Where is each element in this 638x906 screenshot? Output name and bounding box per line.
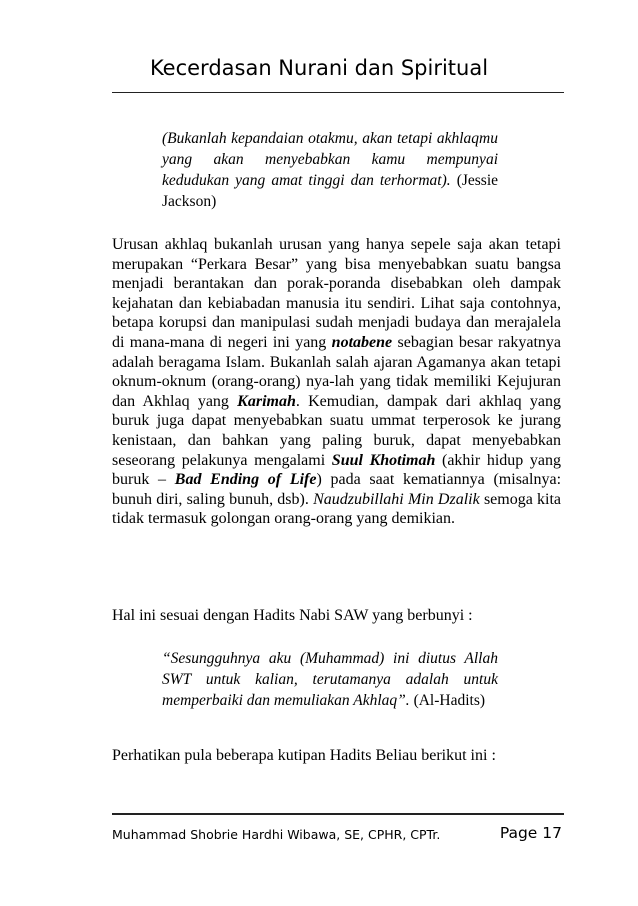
header-divider [112, 92, 564, 93]
paragraph-text: ) pada saat kematiannya (misalnya: bunuh diri, saling bunuh, dsb). [112, 471, 562, 508]
hadits-quote [162, 648, 498, 711]
opening-quote [162, 128, 498, 212]
paragraph-text: . Kemudian, dampak dari akhlaq yang buruk juga dapat menyebabkan suatu ummat terperosok ke jurang kenistaan, dan bahkan yang paling buruk, dapat menyebabkan seseorang pelakunya mengalami [112, 392, 562, 469]
emphasis-suul-khotimah: Suul Khotimah [331, 451, 436, 469]
footer-divider [112, 813, 564, 815]
paragraph-text: Urusan akhlaq bukanlah urusan yang hanya sepele saja akan tetapi merupakan “Perkara Besar” yang bisa menyebabkan suatu bangsa menjadi berantakan dan porak-poranda disebabkan oleh dampak kejahatan dan kebiabadan manusia itu sendiri. Lihat saja contohnya, betapa korupsi dan manipulasi sudah menjadi budaya dan merajalela di mana-mana di negeri ini yang [112, 236, 561, 351]
paragraph-text: semoga kita tidak termasuk golongan orang-orang yang demikian. [112, 490, 562, 528]
hadits-quote-text: “Sesungguhnya aku (Muhammad) ini diutus Allah SWT untuk kalian, terutamanya adalah untuk memperbaiki dan memuliakan Akhlaq”. [162, 650, 498, 709]
opening-quote-source: (Jessie Jackson) [162, 172, 499, 210]
emphasis-bad-ending: Bad Ending of Life [174, 471, 317, 489]
page-header-title: Kecerdasan Nurani dan Spiritual [149, 56, 489, 80]
body-paragraph-closing: Perhatikan pula beberapa kutipan Hadits Beliau berikut ini : [112, 747, 496, 764]
footer-author: Muhammad Shobrie Hardhi Wibawa, SE, CPHR, CPTr. [112, 827, 441, 842]
paragraph-text: sebagian besar rakyatnya adalah beragama Islam. Bukanlah salah ajaran Agamanya akan tetapi oknum-oknum (orang-orang) nya-lah yang tidak memiliki Kejujuran dan Akhlaq yang [112, 333, 562, 410]
opening-quote-text: (Bukanlah kepandaian otakmu, akan tetapi akhlaqmu yang akan menyebabkan kamu mempunyai kedudukan yang amat tinggi dan terhormat). [162, 130, 498, 189]
page-number: Page 17 [499, 824, 562, 842]
paragraph-text: (akhir hidup yang buruk – [112, 451, 561, 489]
body-paragraph-hadits-intro: Hal ini sesuai dengan Hadits Nabi SAW yang berbunyi : [112, 607, 473, 624]
body-paragraph-akhlaq [112, 235, 561, 529]
emphasis-naudzubillahi: Naudzubillahi Min Dzalik [313, 490, 480, 508]
emphasis-karimah: Karimah [237, 392, 296, 410]
emphasis-notabene: notabene [331, 333, 393, 351]
hadits-quote-source: (Al-Hadits) [413, 692, 486, 709]
